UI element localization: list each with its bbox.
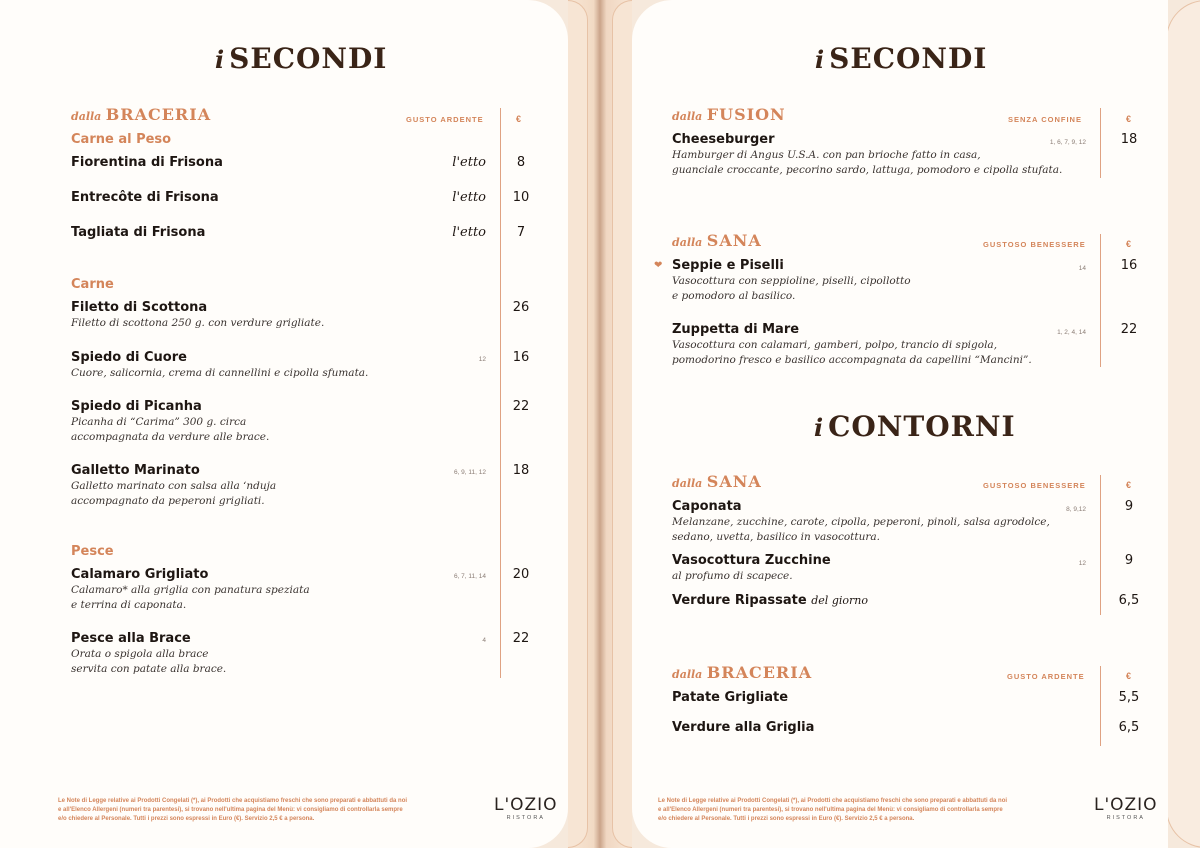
menu-item-description: accompagnata da verdure alle brace. bbox=[71, 431, 270, 443]
price-divider bbox=[1100, 666, 1101, 746]
page-title: i SECONDI bbox=[215, 42, 388, 75]
menu-item-description: sedano, uvetta, basilico in vasocottura. bbox=[672, 531, 880, 543]
menu-item-price: 5,5 bbox=[1118, 690, 1140, 705]
menu-item-name: Patate Grigliate bbox=[672, 690, 789, 705]
price-divider bbox=[1100, 475, 1101, 615]
currency-header: € bbox=[1126, 114, 1132, 124]
section-tagline: GUSTOSO BENESSERE bbox=[983, 240, 1086, 249]
menu-item-allergens: 1, 6, 7, 9, 12 bbox=[1049, 139, 1086, 146]
category-carne-al-peso: Carne al Peso bbox=[71, 132, 172, 147]
menu-item-name: Galletto Marinato bbox=[71, 463, 200, 478]
menu-item-price: 26 bbox=[512, 300, 530, 315]
menu-item-price: 22 bbox=[512, 399, 530, 414]
menu-item-price: 20 bbox=[512, 567, 530, 582]
restaurant-logo: L'OZIO RISTORA bbox=[1094, 795, 1158, 821]
section-tagline: GUSTO ARDENTE bbox=[406, 115, 484, 124]
menu-item-description: Orata o spigola alla brace bbox=[71, 648, 209, 660]
section-header-sana: dalla SANA bbox=[672, 472, 762, 491]
menu-item-allergens: 4 bbox=[482, 637, 486, 644]
menu-item-name: Calamaro Grigliato bbox=[71, 567, 209, 582]
menu-item-description: Filetto di scottona 250 g. con verdure grigliate. bbox=[71, 317, 325, 329]
spine-edge-left bbox=[568, 0, 588, 848]
menu-item-name: Spiedo di Picanha bbox=[71, 399, 202, 414]
menu-item-price: 22 bbox=[1120, 322, 1138, 337]
section-header-fusion: dalla FUSION bbox=[672, 105, 786, 124]
currency-header: € bbox=[1126, 480, 1132, 490]
section-tagline: GUSTOSO BENESSERE bbox=[983, 481, 1086, 490]
menu-item-price: 18 bbox=[1120, 132, 1138, 147]
menu-item-description: Melanzane, zucchine, carote, cipolla, peperoni, pinoli, salsa agrodolce, bbox=[672, 516, 1050, 528]
menu-item-price: 10 bbox=[512, 190, 530, 205]
price-divider bbox=[1100, 234, 1101, 367]
left-menu-page bbox=[0, 0, 568, 848]
menu-item-name: Pesce alla Brace bbox=[71, 631, 191, 646]
menu-item-allergens: 6, 9, 11, 12 bbox=[453, 469, 486, 476]
menu-item-unit: l'etto bbox=[452, 225, 486, 240]
menu-item-description: al profumo di scapece. bbox=[672, 570, 793, 582]
menu-item-name: Verdure Ripassate del giorno bbox=[672, 593, 868, 608]
contorni-title: i CONTORNI bbox=[814, 410, 1016, 443]
menu-item-allergens: 12 bbox=[1078, 560, 1086, 567]
menu-item-name: Vasocottura Zucchine bbox=[672, 553, 831, 568]
right-page-edge bbox=[1166, 0, 1200, 848]
menu-item-allergens: 8, 9,12 bbox=[1066, 506, 1086, 513]
menu-item-allergens: 14 bbox=[1078, 265, 1086, 272]
right-menu-page bbox=[632, 0, 1168, 848]
legal-note: Le Note di Legge relative ai Prodotti Congelati (*), ai Prodotti che acquistiamo freschi che sono preparati e abbattuti da noi e all'Elenco Allergeni (numeri tra parentesi), si trovano nell'ultima pagina del Menù: vi consigliamo di controllarla sempre e/o chiedere al Personale. Tutti i prezzi sono espressi in Euro (€). Servizio 2,5 € a persona. bbox=[58, 798, 408, 822]
menu-item-name: Spiedo di Cuore bbox=[71, 350, 187, 365]
menu-item-unit: l'etto bbox=[452, 155, 486, 170]
menu-item-price: 9 bbox=[1124, 553, 1134, 568]
menu-item-name: Cheeseburger bbox=[672, 132, 775, 147]
menu-item-price: 8 bbox=[516, 155, 526, 170]
menu-item-price: 9 bbox=[1124, 499, 1134, 514]
section-header-braceria: dalla BRACERIA bbox=[672, 663, 813, 682]
menu-item-name: Tagliata di Frisona bbox=[71, 225, 206, 240]
restaurant-logo: L'OZIO RISTORA bbox=[494, 795, 558, 821]
menu-item-price: 22 bbox=[512, 631, 530, 646]
category-pesce: Pesce bbox=[71, 544, 114, 559]
menu-item-price: 7 bbox=[516, 225, 526, 240]
menu-item-allergens: 1, 2, 4, 14 bbox=[1057, 329, 1086, 336]
menu-item-description: Vasocottura con seppioline, piselli, cipollotto bbox=[672, 275, 911, 287]
menu-item-description: guanciale croccante, pecorino sardo, lattuga, pomodoro e cipolla stufata. bbox=[672, 164, 1063, 176]
currency-header: € bbox=[1126, 671, 1132, 681]
menu-item-name: Entrecôte di Frisona bbox=[71, 190, 219, 205]
menu-item-name: Caponata bbox=[672, 499, 742, 514]
menu-item-allergens: 12 bbox=[478, 356, 486, 363]
legal-note: Le Note di Legge relative ai Prodotti Congelati (*), ai Prodotti che acquistiamo freschi che sono preparati e abbattuti da noi e all'Elenco Allergeni (numeri tra parentesi), si trovano nell'ultima pagina del Menù: vi consigliamo di controllarla sempre e/o chiedere al Personale. Tutti i prezzi sono espressi in Euro (€). Servizio 2,5 € a persona. bbox=[658, 798, 1008, 822]
menu-item-description: accompagnato da peperoni grigliati. bbox=[71, 495, 265, 507]
section-header-braceria: dalla BRACERIA bbox=[71, 105, 212, 124]
menu-item-description: Picanha di “Carima” 300 g. circa bbox=[71, 416, 247, 428]
heart-icon: ❤ bbox=[654, 260, 663, 271]
currency-header: € bbox=[1126, 239, 1132, 249]
menu-item-description: e pomodoro al basilico. bbox=[672, 290, 796, 302]
menu-item-description: Calamaro* alla griglia con panatura speziata bbox=[71, 584, 310, 596]
menu-item-price: 6,5 bbox=[1118, 720, 1140, 735]
spine-edge-right bbox=[612, 0, 632, 848]
menu-item-price: 16 bbox=[1120, 258, 1138, 273]
menu-item-price: 16 bbox=[512, 350, 530, 365]
menu-item-description: pomodorino fresco e basilico accompagnata da capellini “Mancini”. bbox=[672, 354, 1032, 366]
menu-item-description: Vasocottura con calamari, gamberi, polpo, trancio di spigola, bbox=[672, 339, 998, 351]
menu-item-name: Verdure alla Griglia bbox=[672, 720, 815, 735]
section-header-sana: dalla SANA bbox=[672, 231, 762, 250]
section-tagline: GUSTO ARDENTE bbox=[1007, 672, 1085, 681]
currency-header: € bbox=[516, 114, 522, 124]
menu-item-description: e terrina di caponata. bbox=[71, 599, 187, 611]
price-divider bbox=[500, 108, 501, 678]
menu-item-description: Galletto marinato con salsa alla ‘nduja bbox=[71, 480, 277, 492]
menu-item-description: servita con patate alla brace. bbox=[71, 663, 227, 675]
price-divider bbox=[1100, 108, 1101, 178]
menu-item-price: 18 bbox=[512, 463, 530, 478]
menu-item-allergens: 6, 7, 11, 14 bbox=[453, 573, 486, 580]
page-title: i SECONDI bbox=[815, 42, 988, 75]
section-tagline: SENZA CONFINE bbox=[1008, 115, 1082, 124]
menu-item-price: 6,5 bbox=[1118, 593, 1140, 608]
menu-item-name: Seppie e Piselli bbox=[672, 258, 784, 273]
category-carne: Carne bbox=[71, 277, 114, 292]
menu-item-name: Fiorentina di Frisona bbox=[71, 155, 223, 170]
menu-item-unit: l'etto bbox=[452, 190, 486, 205]
menu-item-name: Filetto di Scottona bbox=[71, 300, 208, 315]
menu-item-description: Hamburger di Angus U.S.A. con pan brioche fatto in casa, bbox=[672, 149, 981, 161]
menu-item-name: Zuppetta di Mare bbox=[672, 322, 800, 337]
menu-item-description: Cuore, salicornia, crema di cannellini e cipolla sfumata. bbox=[71, 367, 369, 379]
